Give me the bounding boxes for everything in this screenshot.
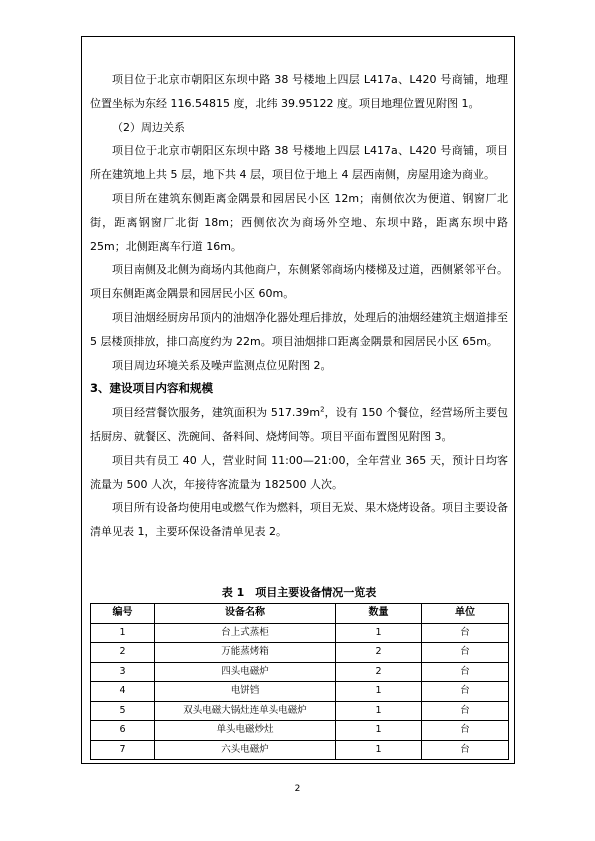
cell-number: 7 <box>91 740 155 760</box>
header-device-name: 设备名称 <box>155 604 336 624</box>
paragraph-building: 项目位于北京市朝阳区东坝中路 38 号楼地上四层 L417a、L420 号商铺，项目所在建筑地上共 5 层，地下共 4 层，项目位于地上 4 层西南侧，房屋用途为商业。 <box>90 144 508 182</box>
cell-device-name: 四头电磁炉 <box>155 662 336 682</box>
document-body <box>90 68 508 544</box>
page-number: 2 <box>294 784 301 794</box>
cell-number: 4 <box>91 682 155 702</box>
section-surroundings-heading: （2）周边关系 <box>112 120 185 134</box>
header-unit: 单位 <box>422 604 509 624</box>
table-row <box>91 740 509 760</box>
cell-number: 3 <box>91 662 155 682</box>
paragraph-business-part1: 项目经营餐饮服务，建筑面积为 517.39m <box>112 406 321 420</box>
cell-quantity: 1 <box>336 623 422 643</box>
cell-unit: 台 <box>422 701 509 721</box>
cell-device-name: 单头电磁炒灶 <box>155 721 336 741</box>
table-row <box>91 682 509 702</box>
cell-unit: 台 <box>422 721 509 741</box>
table-row <box>91 662 509 682</box>
cell-device-name: 台上式蒸柜 <box>155 623 336 643</box>
paragraph-equipment: 项目所有设备均使用电或燃气作为燃料，项目无炭、果木烧烤设备。项目主要设备清单见表 1，主要环保设备清单见表 2。 <box>90 501 508 539</box>
paragraph-staff: 项目共有员工 40 人，营业时间 11:00—21:00，全年营业 365 天，预计日均客流量为 500 人次，年接待客流量为 182500 人次。 <box>90 453 508 491</box>
section-heading-scale: 3、建设项目内容和规模 <box>90 381 214 396</box>
table-row <box>91 721 509 741</box>
cell-unit: 台 <box>422 740 509 760</box>
cell-device-name: 六头电磁炉 <box>155 740 336 760</box>
cell-quantity: 1 <box>336 682 422 702</box>
header-quantity: 数量 <box>336 604 422 624</box>
cell-quantity: 1 <box>336 740 422 760</box>
equipment-table <box>90 603 509 760</box>
cell-device-name: 万能蒸烤箱 <box>155 643 336 663</box>
cell-quantity: 2 <box>336 662 422 682</box>
cell-number: 1 <box>91 623 155 643</box>
paragraph-business <box>90 401 508 449</box>
table-row <box>91 643 509 663</box>
paragraph-neighbors: 项目南侧及北侧为商场内其他商户，东侧紧邻商场内楼梯及过道，西侧紧邻平台。项目东侧距离金隅景和园居民小区 60m。 <box>90 263 508 301</box>
cell-unit: 台 <box>422 682 509 702</box>
superscript-squared: 2 <box>320 405 325 414</box>
cell-unit: 台 <box>422 643 509 663</box>
cell-number: 6 <box>91 721 155 741</box>
cell-unit: 台 <box>422 623 509 643</box>
paragraph-distances: 项目所在建筑东侧距离金隅景和园居民小区 12m；南侧依次为便道、钢窗厂北街，距离钢窗厂北街 18m；西侧依次为商场外空地、东坝中路，距离东坝中路 25m；北侧距离车行道 16m。 <box>90 191 508 253</box>
header-number: 编号 <box>91 604 155 624</box>
cell-device-name: 双头电磁大锅灶连单头电磁炉 <box>155 701 336 721</box>
table-title: 表 1 项目主要设备情况一览表 <box>221 586 377 599</box>
cell-quantity: 1 <box>336 721 422 741</box>
table-row <box>91 701 509 721</box>
cell-number: 5 <box>91 701 155 721</box>
table-row <box>91 623 509 643</box>
paragraph-figure-ref: 项目周边环境关系及噪声监测点位见附图 2。 <box>112 358 332 372</box>
paragraph-fumes: 项目油烟经厨房吊顶内的油烟净化器处理后排放，处理后的油烟经建筑主烟道排至 5 层楼顶排放，排口高度约为 22m。项目油烟排口距离金隅景和园居民小区 65m。 <box>90 310 508 348</box>
table-header-row <box>91 604 509 624</box>
cell-number: 2 <box>91 643 155 663</box>
cell-quantity: 1 <box>336 701 422 721</box>
paragraph-business-part2: ，设有 150 个餐位，经营场所主要包括厨房、就餐区、洗碗间、备料间、烧烤间等。项目平面布置图见附图 3。 <box>90 406 508 443</box>
cell-quantity: 2 <box>336 643 422 663</box>
paragraph-location: 项目位于北京市朝阳区东坝中路 38 号楼地上四层 L417a、L420 号商铺，地理位置坐标为东经 116.54815 度，北纬 39.95122 度。项目地理位置见附图 1。 <box>90 73 508 110</box>
cell-unit: 台 <box>422 662 509 682</box>
cell-device-name: 电饼铛 <box>155 682 336 702</box>
